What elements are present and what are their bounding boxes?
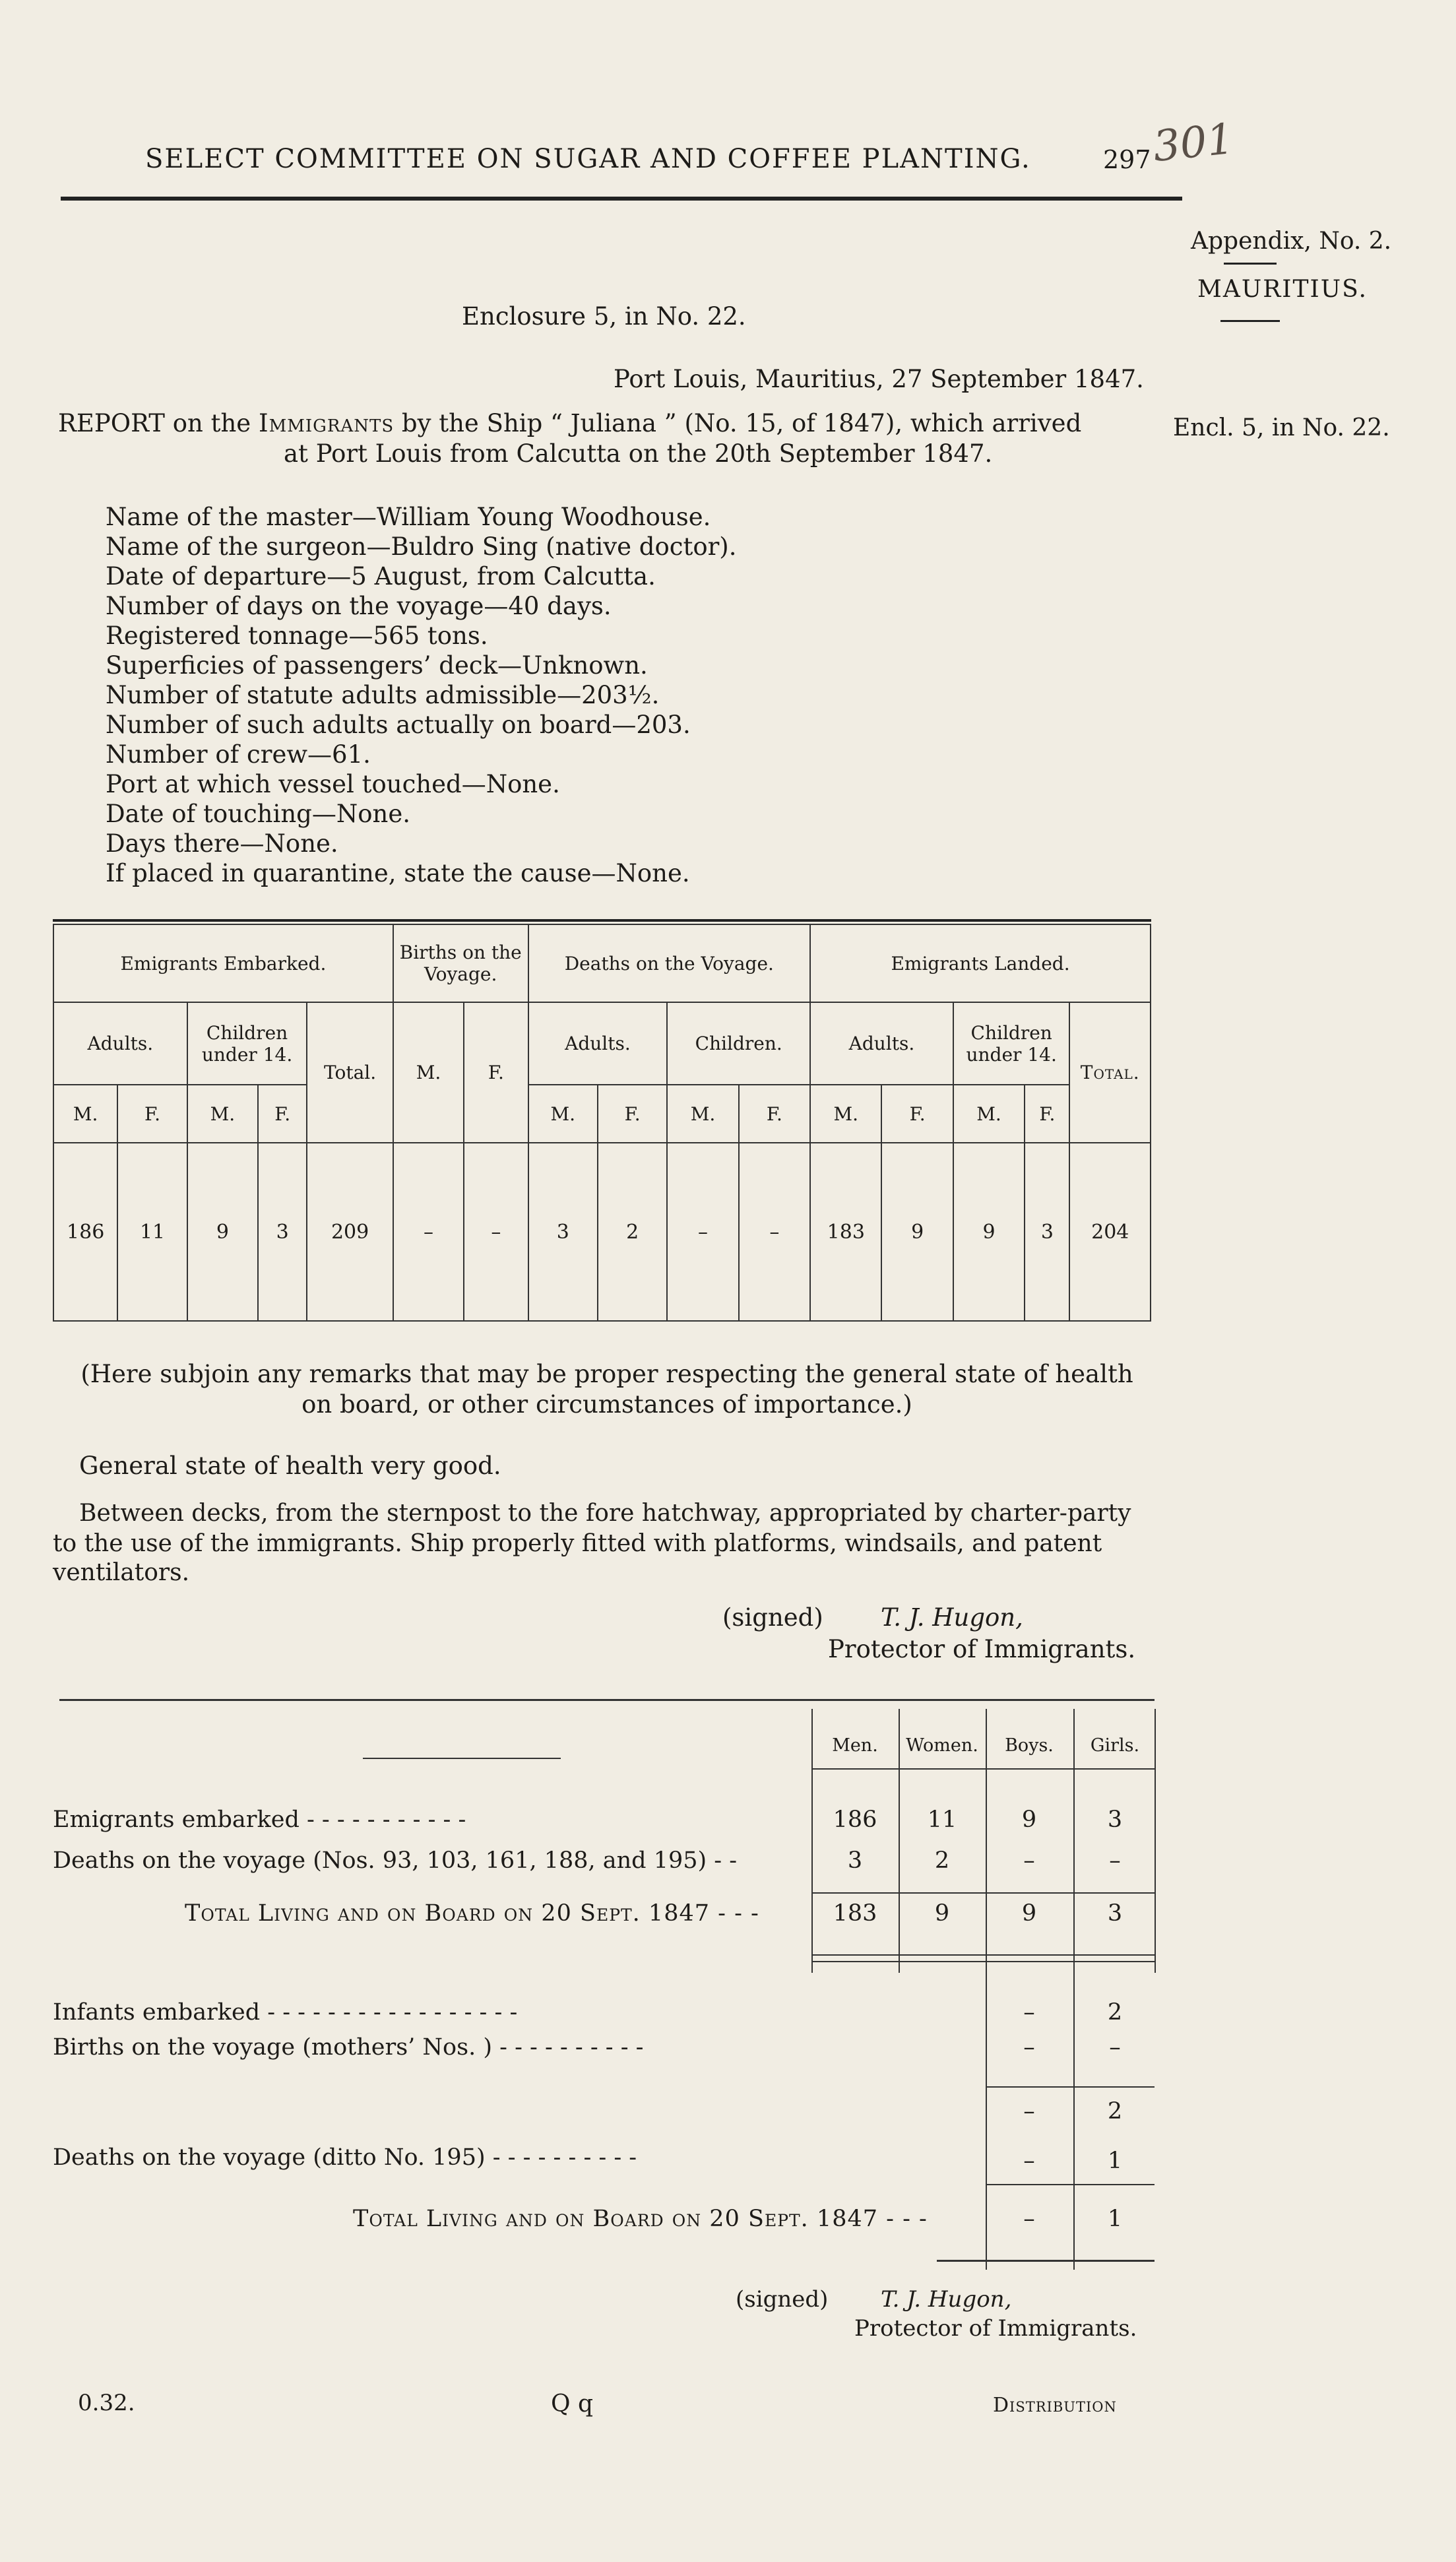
t2-total-men: 183 bbox=[833, 1900, 877, 1927]
cell-dth-m: 3 bbox=[528, 1143, 598, 1321]
table2-vline-4 bbox=[1073, 1709, 1075, 2270]
t2-bottom-rule bbox=[937, 2260, 1155, 2262]
particular-quarantine: If placed in quarantine, state the cause—None. bbox=[106, 859, 690, 887]
sidebar-appendix: Appendix, No. 2. bbox=[1191, 228, 1392, 255]
cell-dth-cm: – bbox=[667, 1143, 738, 1321]
signature1-name: T. J. Hugon, bbox=[881, 1603, 1023, 1632]
t2-infant-total-rule bbox=[986, 2184, 1155, 2185]
th-embarked-adults: Adults. bbox=[53, 1002, 187, 1085]
between-decks-line1: Between decks, from the sternpost to the fore hatchway, appropriated by charter-party bbox=[79, 1500, 1131, 1527]
sidebar-rule-top bbox=[1224, 263, 1277, 265]
th2-women: Women. bbox=[906, 1735, 978, 1756]
place-date: Port Louis, Mauritius, 27 September 1847. bbox=[614, 365, 1144, 393]
sidebar-colony: MAURITIUS. bbox=[1197, 276, 1368, 303]
t2-double-rule-a bbox=[811, 1954, 1155, 1956]
t2-deaths-women: 2 bbox=[934, 1847, 950, 1874]
t2-infants-girls: 2 bbox=[1107, 1999, 1123, 2026]
t2-infant-total-label: Total Living and on Board on 20 Sept. 1847 - - - bbox=[353, 2206, 928, 2232]
handwritten-folio-number: 301 bbox=[1151, 114, 1236, 172]
signature1-title: Protector of Immigrants. bbox=[828, 1635, 1136, 1663]
particular-departure: Date of departure—5 August, from Calcutta. bbox=[106, 562, 656, 591]
th-dth-f: F. bbox=[598, 1085, 667, 1143]
t2-embarked-boys: 9 bbox=[1021, 1807, 1037, 1833]
cell-births-m: – bbox=[393, 1143, 464, 1321]
table2-vline-1 bbox=[811, 1709, 813, 1973]
cell-lnd-total: 204 bbox=[1069, 1143, 1151, 1321]
between-decks-line2: to the use of the immigrants. Ship properly fitted with platforms, windsails, and patent bbox=[53, 1530, 1102, 1557]
t2-embarked-men: 186 bbox=[833, 1807, 877, 1833]
table2-vline-3 bbox=[986, 1709, 987, 2270]
table2-vline-5 bbox=[1155, 1709, 1156, 1973]
t2-infant-deaths-girls: 1 bbox=[1107, 2148, 1123, 2174]
footer-signature-mark: Q q bbox=[551, 2390, 594, 2418]
th-landed-children: Children under 14. bbox=[953, 1002, 1070, 1085]
signature2-title: Protector of Immigrants. bbox=[854, 2315, 1137, 2342]
th-emb-cf: F. bbox=[258, 1085, 307, 1143]
sidebar-encl-ref: Encl. 5, in No. 22. bbox=[1173, 414, 1390, 441]
report-immigrants: Immigrants bbox=[258, 409, 395, 437]
th-dth-cm: M. bbox=[667, 1085, 738, 1143]
between-decks-line3: ventilators. bbox=[53, 1559, 190, 1586]
t2-row-embarked-label: Emigrants embarked - - - - - - - - - - - bbox=[53, 1807, 466, 1833]
t2-infant-deaths-label: Deaths on the voyage (ditto No. 195) - - - - - - - - - - bbox=[53, 2144, 637, 2171]
running-head-title: SELECT COMMITTEE ON SUGAR AND COFFEE PLANTING. bbox=[145, 144, 1031, 174]
t2-infant-deaths-boys: – bbox=[1023, 2148, 1035, 2174]
t2-total-girls: 3 bbox=[1107, 1900, 1123, 1927]
table2-header-rule bbox=[811, 1768, 1155, 1770]
particular-superficies: Superficies of passengers’ deck—Unknown. bbox=[106, 651, 648, 680]
remarks-prompt: (Here subjoin any remarks that may be proper respecting the general state of health on board, or other circumstances of importance.) bbox=[80, 1360, 1133, 1419]
particular-master: Name of the master—William Young Woodhouse. bbox=[106, 503, 711, 531]
cell-emb-m: 186 bbox=[53, 1143, 117, 1321]
cell-emb-total: 209 bbox=[307, 1143, 393, 1321]
page-number: 297 bbox=[1103, 145, 1151, 174]
table2-top-rule bbox=[59, 1699, 1155, 1701]
th-landed-adults: Adults. bbox=[810, 1002, 953, 1085]
th-deaths-adults: Adults. bbox=[528, 1002, 668, 1085]
th-embarked-total: Total. bbox=[307, 1002, 393, 1143]
t2-infants-subtotal-rule bbox=[986, 2086, 1155, 2088]
table2-label-rule bbox=[363, 1758, 561, 1759]
t2-births-label: Births on the voyage (mothers’ Nos. ) - - - - - - - - - - bbox=[53, 2034, 644, 2061]
signature2-name: T. J. Hugon, bbox=[881, 2286, 1012, 2313]
th-lnd-cm: M. bbox=[953, 1085, 1025, 1143]
report-heading-line2: at Port Louis from Calcutta on the 20th September 1847. bbox=[284, 439, 993, 468]
sidebar-rule-bottom bbox=[1220, 320, 1280, 322]
t2-deaths-boys: – bbox=[1023, 1847, 1035, 1874]
th-embarked: Emigrants Embarked. bbox=[53, 924, 393, 1002]
cell-lnd-m: 183 bbox=[810, 1143, 881, 1321]
th2-men: Men. bbox=[832, 1735, 878, 1756]
emigrants-table bbox=[53, 924, 1151, 1322]
th2-girls: Girls. bbox=[1090, 1735, 1140, 1756]
th-emb-cm: M. bbox=[187, 1085, 258, 1143]
particular-tonnage: Registered tonnage—565 tons. bbox=[106, 622, 488, 650]
cell-emb-cf: 3 bbox=[258, 1143, 307, 1321]
particular-adults-admissible: Number of statute adults admissible—203½. bbox=[106, 681, 660, 709]
th-embarked-children: Children under 14. bbox=[187, 1002, 307, 1085]
th2-boys: Boys. bbox=[1005, 1735, 1054, 1756]
footer-catchword: Distribution bbox=[993, 2394, 1117, 2417]
cell-lnd-cf: 3 bbox=[1025, 1143, 1069, 1321]
t2-subtotal-girls: 2 bbox=[1107, 2098, 1123, 2125]
table1-top-rule bbox=[53, 919, 1151, 922]
footer-left: 0.32. bbox=[78, 2390, 135, 2416]
t2-total-boys: 9 bbox=[1021, 1900, 1037, 1927]
t2-row-deaths-label: Deaths on the voyage (Nos. 93, 103, 161, 188, and 195) - - bbox=[53, 1847, 738, 1874]
th-births-m: M. bbox=[393, 1002, 464, 1143]
th-emb-f: F. bbox=[117, 1085, 187, 1143]
th-landed-total: Total. bbox=[1069, 1002, 1151, 1143]
th-lnd-cf: F. bbox=[1025, 1085, 1069, 1143]
t2-births-boys: – bbox=[1023, 2034, 1035, 2061]
report-ship: by the Ship “ Juliana ” (No. 15, of 1847), which arrived bbox=[394, 409, 1082, 437]
cell-lnd-f: 9 bbox=[881, 1143, 953, 1321]
t2-subtotal-rule bbox=[811, 1892, 1155, 1894]
signature2-signed: (signed) bbox=[736, 2286, 829, 2313]
t2-embarked-women: 11 bbox=[927, 1807, 957, 1833]
th-lnd-f: F. bbox=[881, 1085, 953, 1143]
health-statement: General state of health very good. bbox=[79, 1452, 501, 1480]
report-heading-line1 bbox=[58, 409, 1081, 438]
cell-births-f: – bbox=[464, 1143, 528, 1321]
cell-emb-f: 11 bbox=[117, 1143, 187, 1321]
t2-deaths-men: 3 bbox=[847, 1847, 863, 1874]
report-prefix: REPORT on the bbox=[58, 409, 259, 437]
t2-subtotal-boys: – bbox=[1023, 2098, 1035, 2125]
particular-adults-on-board: Number of such adults actually on board—203. bbox=[106, 711, 691, 739]
table2-vline-2 bbox=[899, 1709, 900, 1973]
cell-emb-cm: 9 bbox=[187, 1143, 258, 1321]
th-lnd-m: M. bbox=[810, 1085, 881, 1143]
t2-total-women: 9 bbox=[934, 1900, 950, 1927]
cell-dth-cf: – bbox=[739, 1143, 810, 1321]
particular-surgeon: Name of the surgeon—Buldro Sing (native doctor). bbox=[106, 532, 737, 561]
header-rule bbox=[61, 197, 1182, 201]
t2-births-girls: – bbox=[1109, 2034, 1121, 2061]
particular-days: Number of days on the voyage—40 days. bbox=[106, 592, 612, 620]
cell-lnd-cm: 9 bbox=[953, 1143, 1025, 1321]
particular-crew: Number of crew—61. bbox=[106, 740, 371, 769]
particular-days-there: Days there—None. bbox=[106, 829, 338, 858]
enclosure-title: Enclosure 5, in No. 22. bbox=[462, 302, 746, 331]
th-landed: Emigrants Landed. bbox=[810, 924, 1151, 1002]
th-births-f: F. bbox=[464, 1002, 528, 1143]
th-deaths-children: Children. bbox=[667, 1002, 810, 1085]
t2-infants-label: Infants embarked - - - - - - - - - - - - - - - - - bbox=[53, 1999, 518, 2026]
th-dth-cf: F. bbox=[739, 1085, 810, 1143]
t2-deaths-girls: – bbox=[1109, 1847, 1121, 1874]
t2-infants-boys: – bbox=[1023, 1999, 1035, 2026]
t2-infant-total-girls: 1 bbox=[1107, 2206, 1123, 2232]
particular-date-touching: Date of touching—None. bbox=[106, 800, 410, 828]
t2-embarked-girls: 3 bbox=[1107, 1807, 1123, 1833]
t2-infant-total-boys: – bbox=[1023, 2206, 1035, 2232]
th-dth-m: M. bbox=[528, 1085, 598, 1143]
th-deaths: Deaths on the Voyage. bbox=[528, 924, 811, 1002]
particular-port-touched: Port at which vessel touched—None. bbox=[106, 770, 560, 798]
cell-dth-f: 2 bbox=[598, 1143, 667, 1321]
signature1-signed: (signed) bbox=[722, 1603, 823, 1632]
t2-row-total-label: Total Living and on Board on 20 Sept. 1847 - - - bbox=[185, 1900, 759, 1927]
t2-double-rule-b bbox=[811, 1961, 1155, 1962]
th-births: Births on the Voyage. bbox=[393, 924, 528, 1002]
th-emb-m: M. bbox=[53, 1085, 117, 1143]
